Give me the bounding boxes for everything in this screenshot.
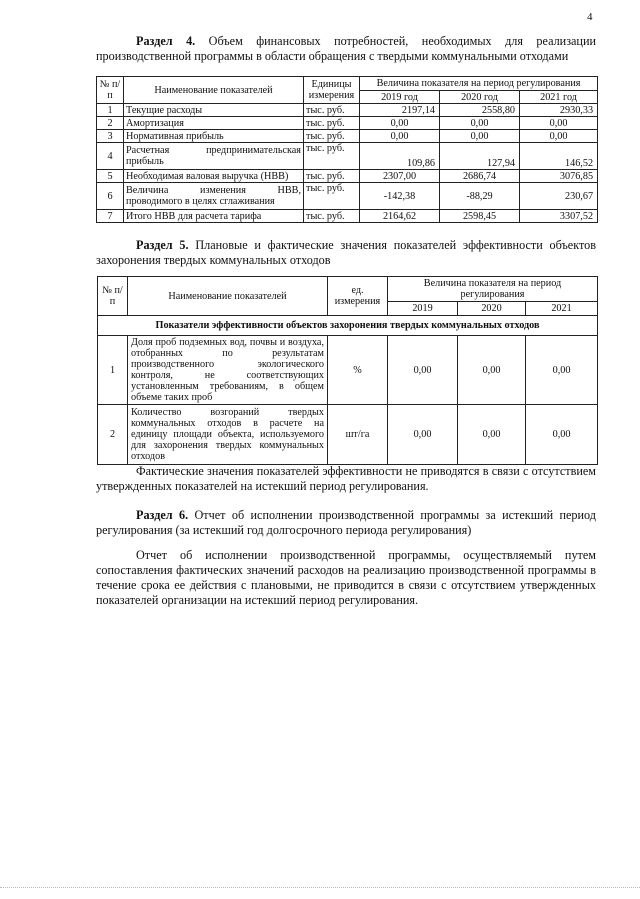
- table-row: [97, 117, 598, 130]
- page-bottom-rule: [0, 887, 640, 888]
- row-value: 2598,45: [440, 210, 520, 223]
- header-year: 2021: [526, 302, 598, 316]
- row-value: 0,00: [440, 117, 520, 130]
- row-num: 4: [97, 143, 124, 170]
- table-row: [97, 104, 598, 117]
- row-num: 2: [98, 405, 128, 465]
- row-value: 230,67: [520, 183, 598, 210]
- row-name: Величина изменения НВВ, проводимого в целях сглаживания: [124, 183, 304, 210]
- table-row: [97, 183, 598, 210]
- row-unit: тыс. руб.: [304, 183, 360, 210]
- row-num: 6: [97, 183, 124, 210]
- row-name: Доля проб подземных вод, почвы и воздуха, отобранных по результатам производственного экологического контроля, не соответствующих установленным требованиям, в общем объеме таких проб: [128, 336, 328, 405]
- row-unit: %: [328, 336, 388, 405]
- row-name: Нормативная прибыль: [124, 130, 304, 143]
- row-value: 2307,00: [360, 170, 440, 183]
- table-row: [97, 170, 598, 183]
- header-num: № п/п: [97, 77, 124, 104]
- table-row: [97, 143, 598, 170]
- row-num: 1: [98, 336, 128, 405]
- row-value: 0,00: [360, 117, 440, 130]
- row-name: Количество возгораний твердых коммунальных отходов в расчете на единицу площади объекта, используемого для захоронения твердых коммунальных отходов: [128, 405, 328, 465]
- section6-label: Раздел 6.: [136, 508, 189, 522]
- header-value: Величина показателя на период регулирования: [360, 77, 598, 91]
- row-value: 0,00: [526, 405, 598, 465]
- row-value: 0,00: [388, 336, 458, 405]
- row-num: 1: [97, 104, 124, 117]
- row-unit: тыс. руб.: [304, 143, 360, 170]
- header-year: 2020 год: [440, 91, 520, 104]
- row-unit: тыс. руб.: [304, 170, 360, 183]
- section6-heading: [96, 508, 596, 538]
- table-row: [97, 210, 598, 223]
- row-name: Расчетная предпринимательская прибыль: [124, 143, 304, 170]
- table-row: [97, 130, 598, 143]
- row-value: 3307,52: [520, 210, 598, 223]
- row-value: 2164,62: [360, 210, 440, 223]
- row-name: Итого НВВ для расчета тарифа: [124, 210, 304, 223]
- row-value: 3076,85: [520, 170, 598, 183]
- header-value: Величина показателя на период регулирования: [388, 277, 598, 302]
- table-header-row: [97, 77, 598, 91]
- header-year: 2019 год: [360, 91, 440, 104]
- header-num: № п/п: [98, 277, 128, 316]
- table-row: [98, 336, 598, 405]
- row-unit: тыс. руб.: [304, 130, 360, 143]
- section4-label: Раздел 4.: [136, 34, 196, 48]
- header-unit: Единицы измерения: [304, 77, 360, 104]
- row-value: 2686,74: [440, 170, 520, 183]
- row-value: 2930,33: [520, 104, 598, 117]
- section4-heading: [96, 34, 596, 64]
- row-num: 2: [97, 117, 124, 130]
- section5-heading: [96, 238, 596, 268]
- row-value: 109,86: [360, 143, 440, 170]
- row-value: 0,00: [458, 336, 526, 405]
- row-unit: тыс. руб.: [304, 104, 360, 117]
- page-number: 4: [587, 11, 593, 23]
- table-header-row: [98, 277, 598, 302]
- row-value: -88,29: [440, 183, 520, 210]
- section5-label: Раздел 5.: [136, 238, 189, 252]
- section6-title: Отчет об исполнении производственной программы за истекший период регулирования (за истекший год долгосрочного периода регулирования): [96, 508, 596, 537]
- row-num: 5: [97, 170, 124, 183]
- header-unit: ед. измерения: [328, 277, 388, 316]
- row-value: 2558,80: [440, 104, 520, 117]
- row-name: Текущие расходы: [124, 104, 304, 117]
- section6-text: Отчет об исполнении производственной программы, осуществляемый путем сопоставления фактических значений расходов на реализацию производственной программы в течение срока ее действия с плановыми, не приводится в связи с отсутствием утвержденных показателей организации на истекший период регулирования.: [96, 548, 596, 607]
- row-name: Необходимая валовая выручка (НВВ): [124, 170, 304, 183]
- header-year: 2020: [458, 302, 526, 316]
- header-year: 2019: [388, 302, 458, 316]
- section5-title: Плановые и фактические значения показателей эффективности объектов захоронения твердых коммунальных отходов: [96, 238, 596, 267]
- section5-note: Фактические значения показателей эффективности не приводятся в связи с отсутствием утвержденных показателей на истекший период регулирования.: [96, 464, 596, 493]
- row-unit: шт/га: [328, 405, 388, 465]
- table-group-row: [98, 316, 598, 336]
- efficiency-table: [97, 276, 598, 465]
- row-value: -142,38: [360, 183, 440, 210]
- section4-title: Объем финансовых потребностей, необходимых для реализации производственной программы в области обращения с твердыми коммунальными отходами: [96, 34, 596, 63]
- row-unit: тыс. руб.: [304, 117, 360, 130]
- row-value: 0,00: [526, 336, 598, 405]
- row-value: 0,00: [458, 405, 526, 465]
- row-value: 0,00: [520, 117, 598, 130]
- row-value: 0,00: [440, 130, 520, 143]
- row-value: 146,52: [520, 143, 598, 170]
- header-year: 2021 год: [520, 91, 598, 104]
- header-name: Наименование показателей: [128, 277, 328, 316]
- row-value: 0,00: [520, 130, 598, 143]
- financial-needs-table: [96, 76, 598, 223]
- row-name: Амортизация: [124, 117, 304, 130]
- header-name: Наименование показателей: [124, 77, 304, 104]
- row-unit: тыс. руб.: [304, 210, 360, 223]
- group-header: Показатели эффективности объектов захоронения твердых коммунальных отходов: [98, 316, 598, 336]
- row-value: 0,00: [388, 405, 458, 465]
- row-value: 2197,14: [360, 104, 440, 117]
- row-value: 0,00: [360, 130, 440, 143]
- table-row: [98, 405, 598, 465]
- row-num: 7: [97, 210, 124, 223]
- row-num: 3: [97, 130, 124, 143]
- row-value: 127,94: [440, 143, 520, 170]
